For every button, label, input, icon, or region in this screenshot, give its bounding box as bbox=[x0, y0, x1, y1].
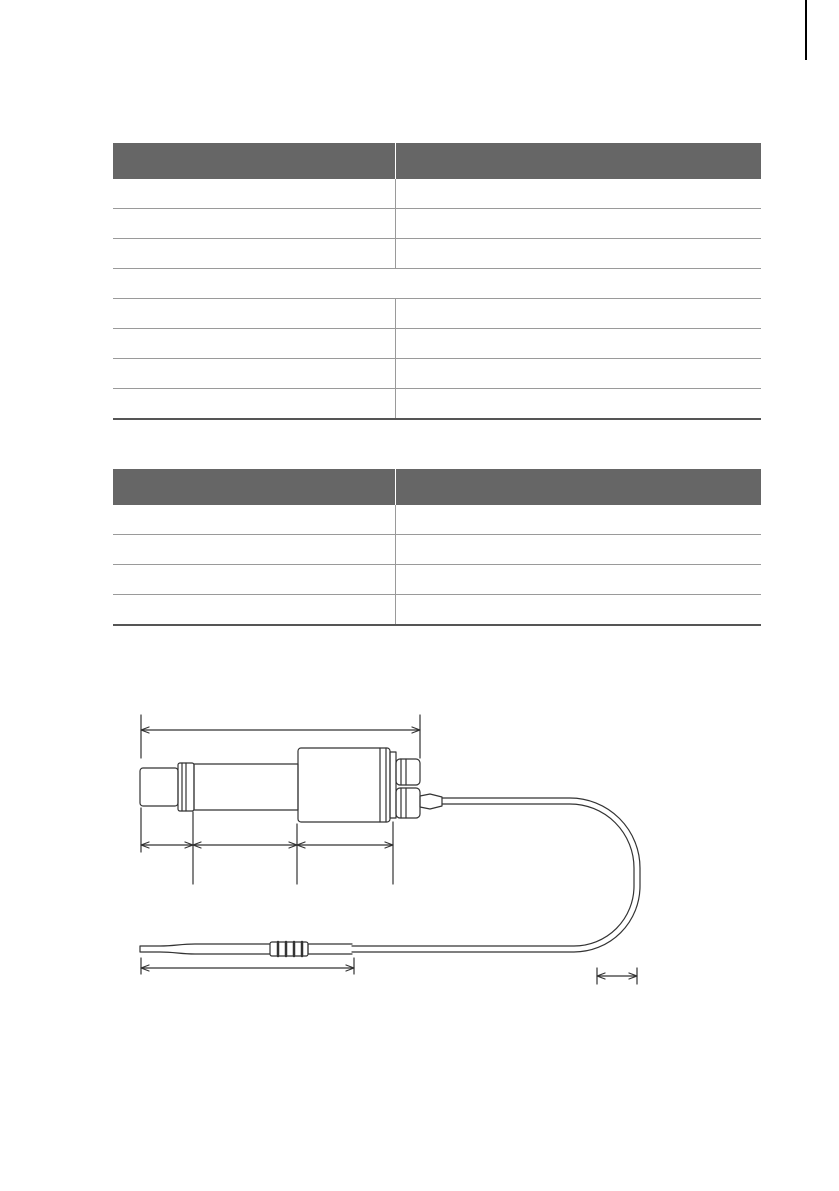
probe-cable bbox=[352, 798, 640, 952]
table-cell bbox=[113, 239, 395, 269]
table-row bbox=[113, 389, 761, 420]
margin-bar bbox=[805, 0, 807, 60]
probe-handle bbox=[140, 748, 442, 822]
table-header-cell bbox=[113, 143, 395, 179]
table-row bbox=[113, 505, 761, 535]
table-cell bbox=[395, 239, 761, 269]
table-row bbox=[113, 239, 761, 269]
table-row bbox=[113, 179, 761, 209]
table-cell bbox=[113, 595, 395, 626]
table-cell bbox=[395, 299, 761, 329]
table-cell bbox=[395, 389, 761, 420]
table-header-row bbox=[113, 469, 761, 505]
table-row bbox=[113, 329, 761, 359]
table-header-row bbox=[113, 143, 761, 179]
probe-tip bbox=[140, 942, 352, 956]
table-row bbox=[113, 209, 761, 239]
dimension-overall-length bbox=[141, 715, 420, 758]
table-section-row bbox=[113, 269, 761, 299]
table-row bbox=[113, 359, 761, 389]
table-cell bbox=[113, 505, 395, 535]
table-cell bbox=[113, 359, 395, 389]
table-row bbox=[113, 595, 761, 626]
probe-dimension-drawing bbox=[0, 700, 839, 1020]
table-row bbox=[113, 565, 761, 595]
table-cell bbox=[395, 565, 761, 595]
table-cell bbox=[395, 359, 761, 389]
table-cell bbox=[113, 209, 395, 239]
table-cell bbox=[395, 329, 761, 359]
table-header-cell bbox=[395, 143, 761, 179]
table-cell bbox=[113, 565, 395, 595]
table-row bbox=[113, 299, 761, 329]
table-section-cell bbox=[113, 269, 761, 299]
table-cell bbox=[395, 505, 761, 535]
table-cell bbox=[395, 209, 761, 239]
table-cell bbox=[395, 595, 761, 626]
table-header-cell bbox=[395, 469, 761, 505]
table-cell bbox=[395, 535, 761, 565]
spec-table-2 bbox=[113, 469, 761, 626]
table-cell bbox=[113, 179, 395, 209]
table-header-cell bbox=[113, 469, 395, 505]
table-row bbox=[113, 535, 761, 565]
table-cell bbox=[395, 179, 761, 209]
table-cell bbox=[113, 535, 395, 565]
dimension-segments bbox=[141, 808, 393, 884]
table-cell bbox=[113, 299, 395, 329]
dimension-cable-diameter bbox=[597, 968, 637, 984]
table-cell bbox=[113, 389, 395, 420]
table-cell bbox=[113, 329, 395, 359]
dimension-tip-length bbox=[141, 958, 354, 974]
spec-table-1 bbox=[113, 143, 761, 420]
